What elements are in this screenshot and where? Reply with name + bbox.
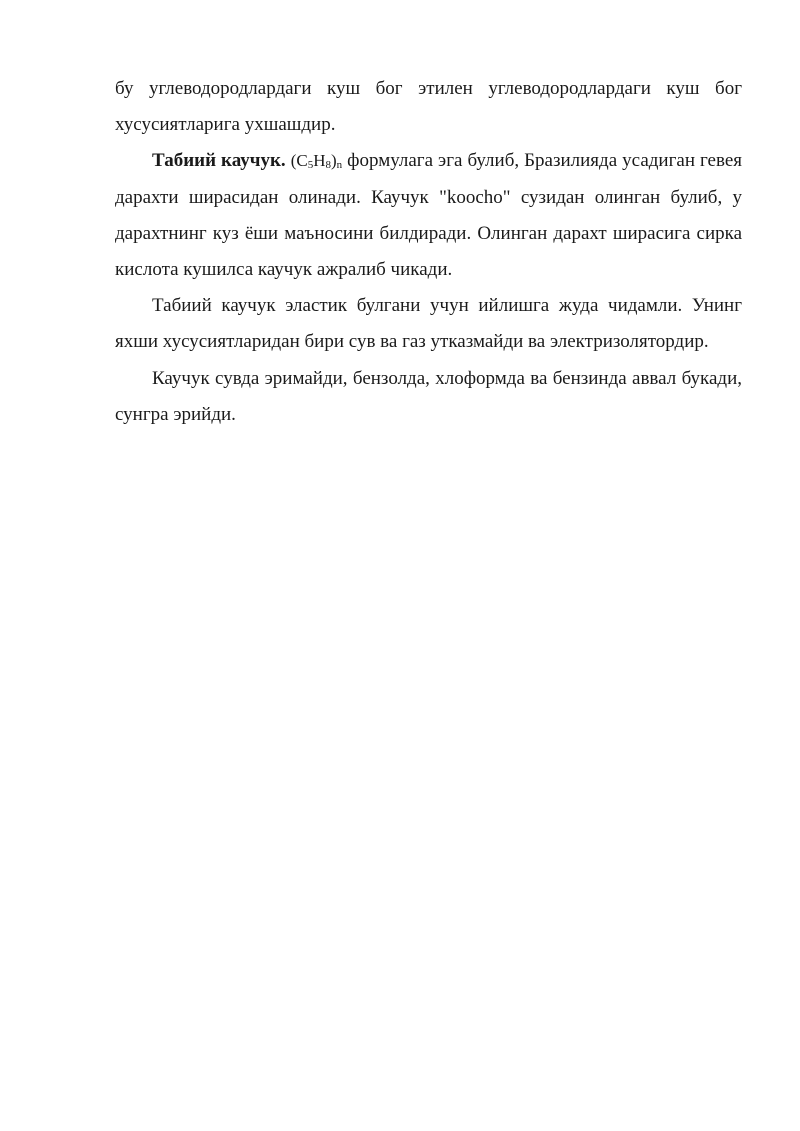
paragraph-continuation: бу углеводородлардаги куш бог этилен углеводородлардаги куш бог хусусиятларига ухшашдир. [115, 78, 742, 136]
paragraph-natural-rubber [115, 143, 742, 288]
chemical-formula: $(C_5H_8)_n$ [290, 151, 343, 172]
paragraph-natural-rubber-text: формулага эга булиб, Бразилияда усадиган гевея дарахти ширасидан олинади. Каучук "koocho" сузидан олинган булиб, у дарахтнинг куз ёши маъносини билдиради. Олинган дарахт ширасига сирка кислота кушилса каучук ажралиб чикади. [115, 150, 743, 281]
document-page [115, 71, 742, 433]
term-natural-rubber: Табиий каучук. [152, 150, 286, 172]
paragraph-properties: Табиий каучук эластик булгани учун ийлишга жуда чидамли. Унинг яхши хусусиятларидан бири сув ва газ утказмайди ва электризолятордир. [115, 295, 742, 353]
paragraph-solubility: Каучук сувда эримайди, бензолда, хлоформда ва бензинда аввал букади, сунгра эрийди. [115, 367, 742, 425]
